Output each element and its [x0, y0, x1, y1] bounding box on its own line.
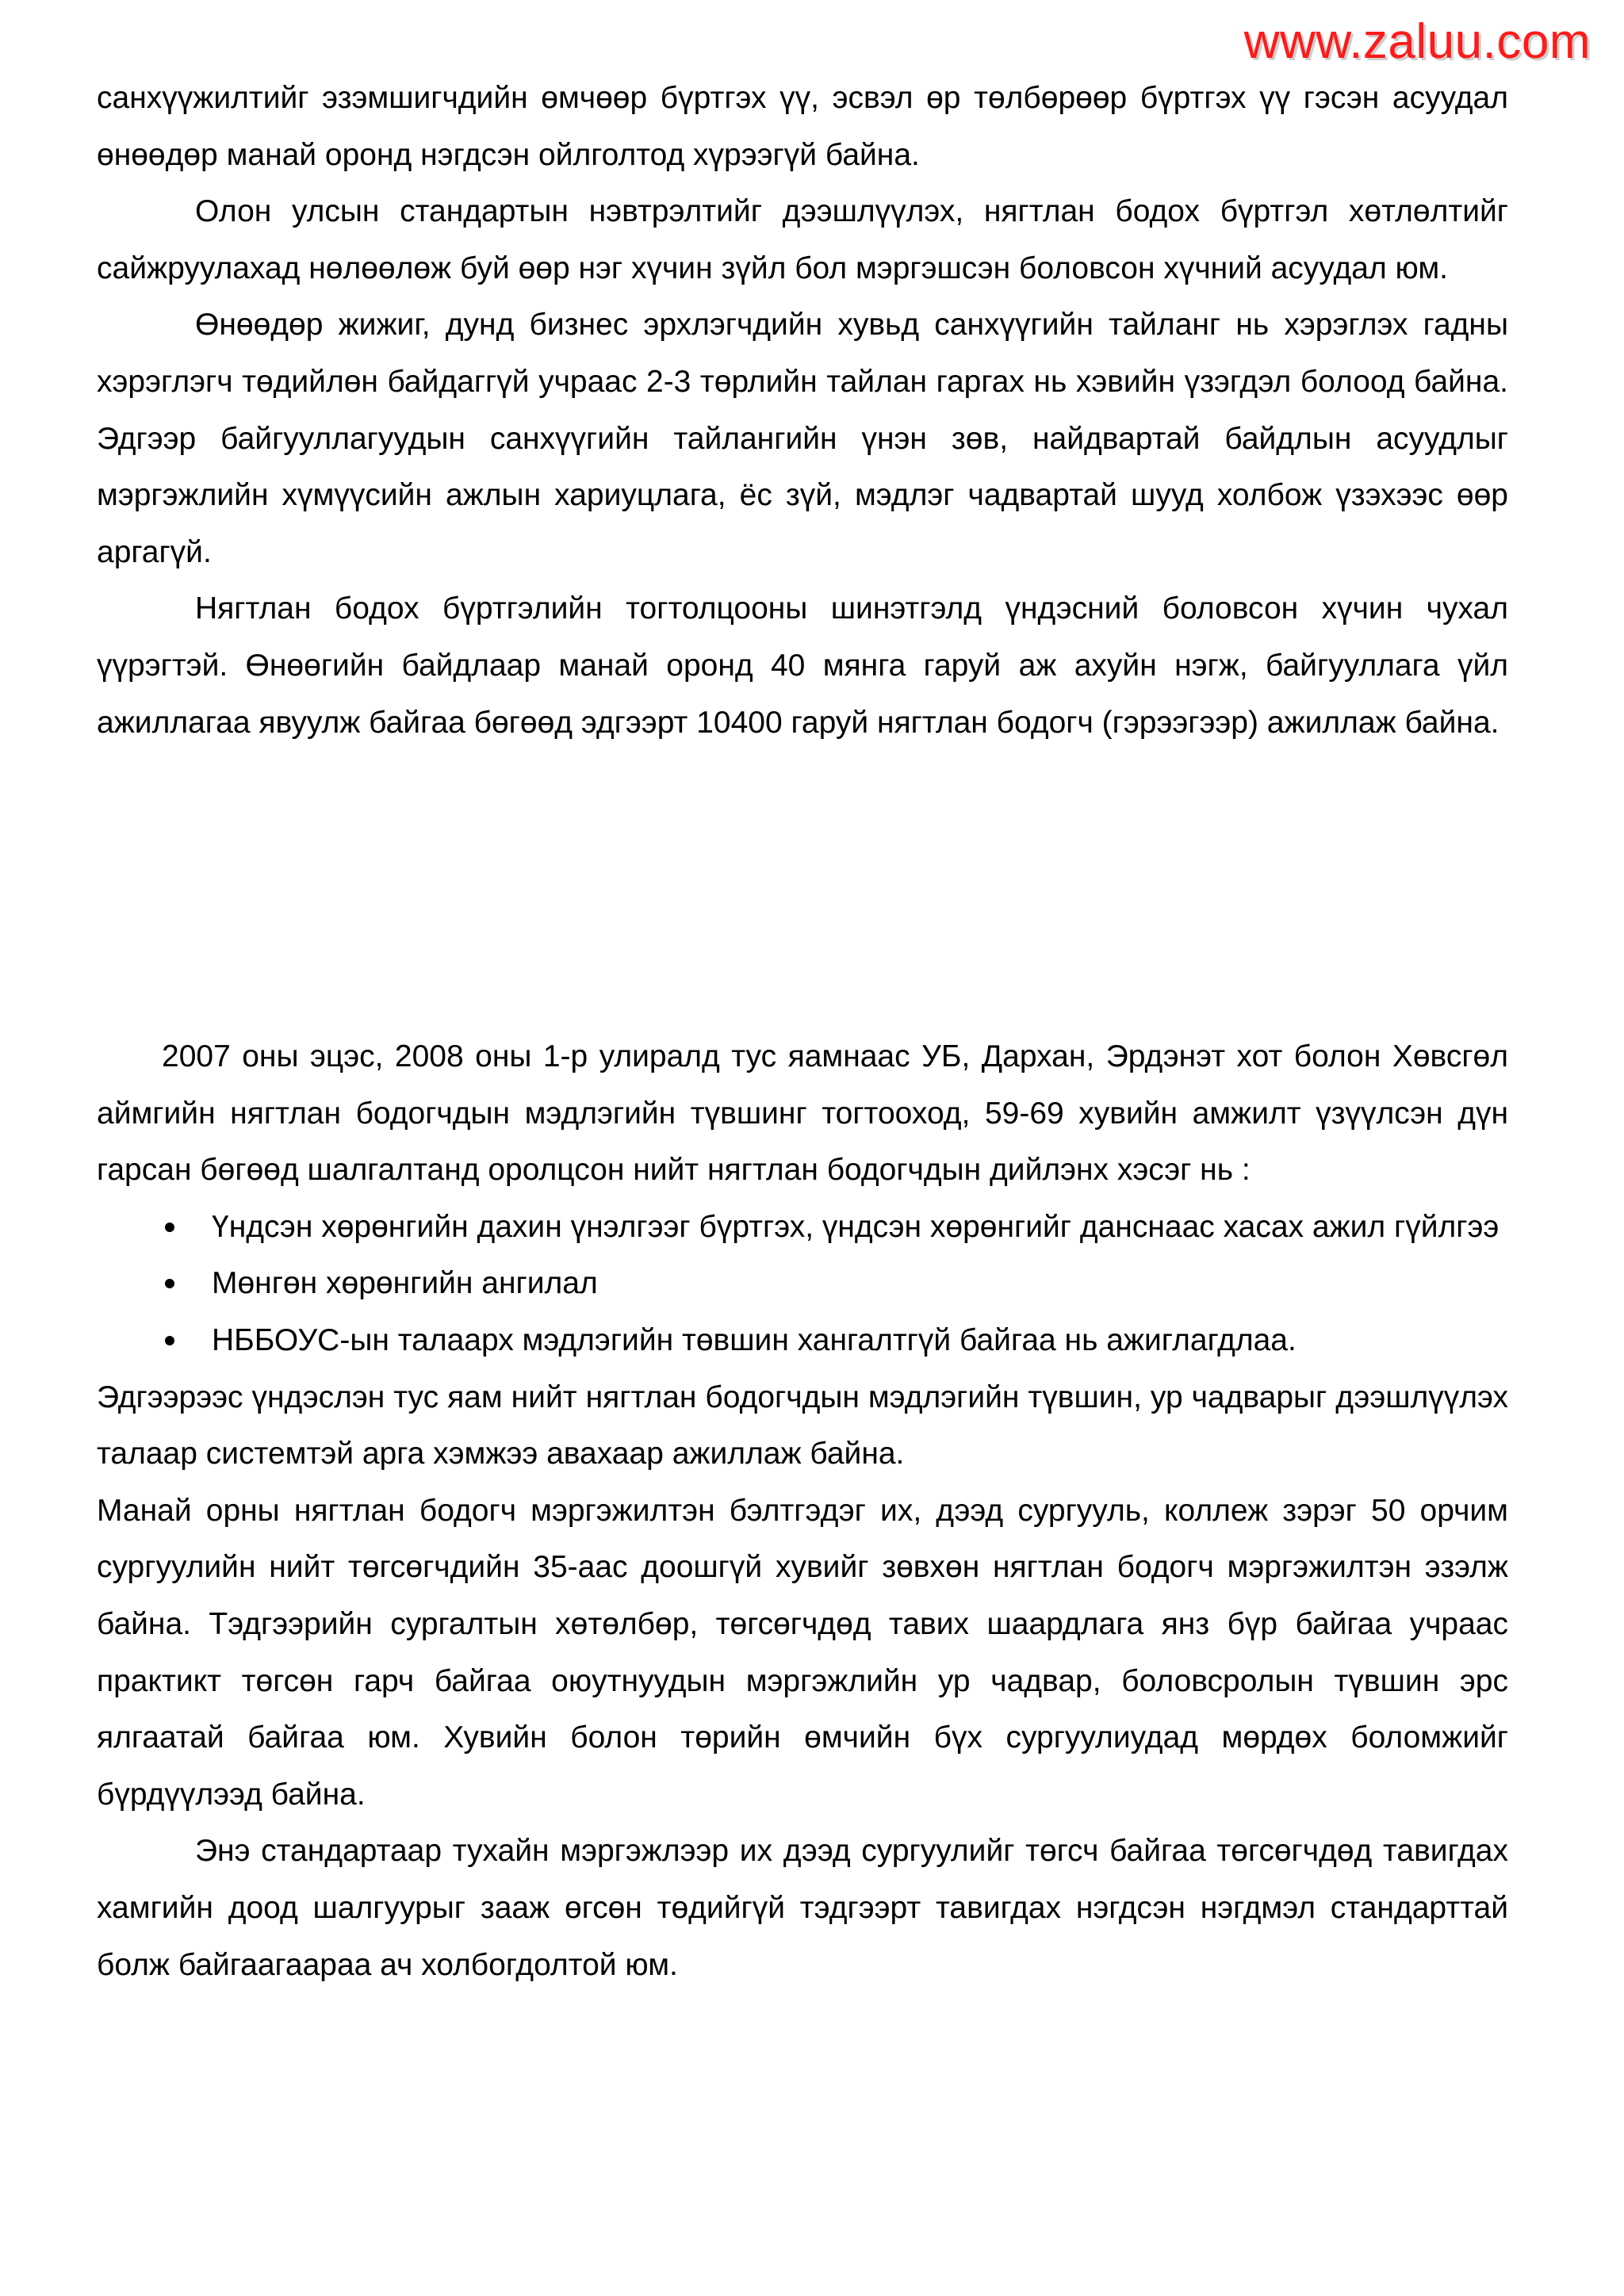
document-body-bottom — [97, 1028, 1508, 1993]
weakness-list — [97, 1199, 1508, 1369]
paragraph-exam-results: 2007 оны эцэс, 2008 оны 1-р улиралд тус яамнаас УБ, Дархан, Эрдэнэт хот болон Хөвсгөл аймгийн нягтлан бодогчдын мэдлэгийн түвшинг тогтооход, 59-69 хувийн амжилт үзүүлсэн дүн гарсан бөгөөд шалгалтанд оролцсон нийт нягтлан бодогчдын дийлэнх хэсэг нь : — [97, 1039, 1508, 1188]
bullet-icon — [165, 1336, 174, 1345]
bullet-icon — [165, 1279, 174, 1288]
bullet-icon — [165, 1223, 174, 1232]
list-item — [97, 1199, 1508, 1256]
list-item — [97, 1255, 1508, 1312]
list-item — [97, 1312, 1508, 1369]
paragraph-continuation: санхүүжилтийг эзэмшигчдийн өмчөөр бүртгэх үү, эсвэл өр төлбөрөөр бүртгэх үү гэсэн асуудал өнөөдөр манай оронд нэгдсэн ойлголтод хүрээгүй байна. — [97, 81, 1508, 172]
paragraph-small-business: Өнөөдөр жижиг, дунд бизнес эрхлэгчдийн хувьд санхүүгийн тайланг нь хэрэглэх гадны хэрэглэгч төдийлөн байдаггүй учраас 2-3 төрлийн тайлан гаргах нь хэвийн үзэгдэл болоод байна. Эдгээр байгууллагуудын санхүүгийн тайлангийн үнэн зөв, найдвартай байдлын асуудлыг мэргэжлийн хүмүүсийн ажлын хариуцлага, ёс зүй, мэдлэг чадвартай шууд холбож үзэхээс өөр аргагүй. — [97, 308, 1508, 569]
paragraph-standards: Олон улсын стандартын нэвтрэлтийг дээшлүүлэх, нягтлан бодох бүртгэл хөтлөлтийг сайжруулахад нөлөөлөж буй өөр нэг хүчин зүйл бол мэргэшсэн боловсон хүчний асуудал юм. — [97, 194, 1508, 285]
paragraph-standard-importance: Энэ стандартаар тухайн мэргэжлээр их дээд сургуулийг төгсч байгаа төгсөгчдөд тавигдах хамгийн доод шалгуурыг зааж өгсөн төдийгүй тэдгээрт тавигдах нэгдсэн нэгдмэл стандарттай болж байгаагаараа ач холбогдолтой юм. — [97, 1834, 1508, 1982]
list-item-text: Үндсэн хөрөнгийн дахин үнэлгээг бүртгэх, үндсэн хөрөнгийг данснаас хасах ажил гүйлгээ — [212, 1209, 1500, 1244]
list-item-text: НББОУС-ын талаарх мэдлэгийн төвшин хангалтгүй байгаа нь ажиглагдлаа. — [212, 1322, 1297, 1357]
paragraph-ministry-action: Эдгээрээс үндэслэн тус яам нийт нягтлан бодогчдын мэдлэгийн түвшин, ур чадварыг дээшлүүлэх талаар системтэй арга хэмжээ авахаар ажиллаж байна. — [97, 1380, 1508, 1471]
site-watermark[interactable]: www.zaluu.com — [1243, 14, 1591, 69]
list-item-text: Мөнгөн хөрөнгийн ангилал — [212, 1266, 598, 1301]
paragraph-universities: Манай орны нягтлан бодогч мэргэжилтэн бэлтгэдэг их, дээд сургууль, коллеж зэрэг 50 орчим сургуулийн нийт төгсөгчдийн 35-аас доошгүй хувийг зөвхөн нягтлан бодогч мэргэжилтэн эзэлж байна. Тэдгээрийн сургалтын хөтөлбөр, төгсөгчдөд тавих шаардлага янз бүр байгаа учраас практикт төгсөн гарч байгаа оюутнуудын мэргэжлийн ур чадвар, боловсролын түвшин эрс ялгаатай байгаа юм. Хувийн болон төрийн өмчийн бүх сургуулиудад мөрдөх боломжийг бүрдүүлээд байна. — [97, 1493, 1508, 1812]
document-body-top — [97, 70, 1508, 751]
paragraph-reform: Нягтлан бодох бүртгэлийн тогтолцооны шинэтгэлд үндэсний боловсон хүчин чухал үүрэгтэй. Өнөөгийн байдлаар манай оронд 40 мянга гаруй аж ахуйн нэгж, байгууллага үйл ажиллагаа явуулж байгаа бөгөөд эдгээрт 10400 гаруй нягтлан бодогч (гэрээгээр) ажиллаж байна. — [97, 591, 1508, 740]
